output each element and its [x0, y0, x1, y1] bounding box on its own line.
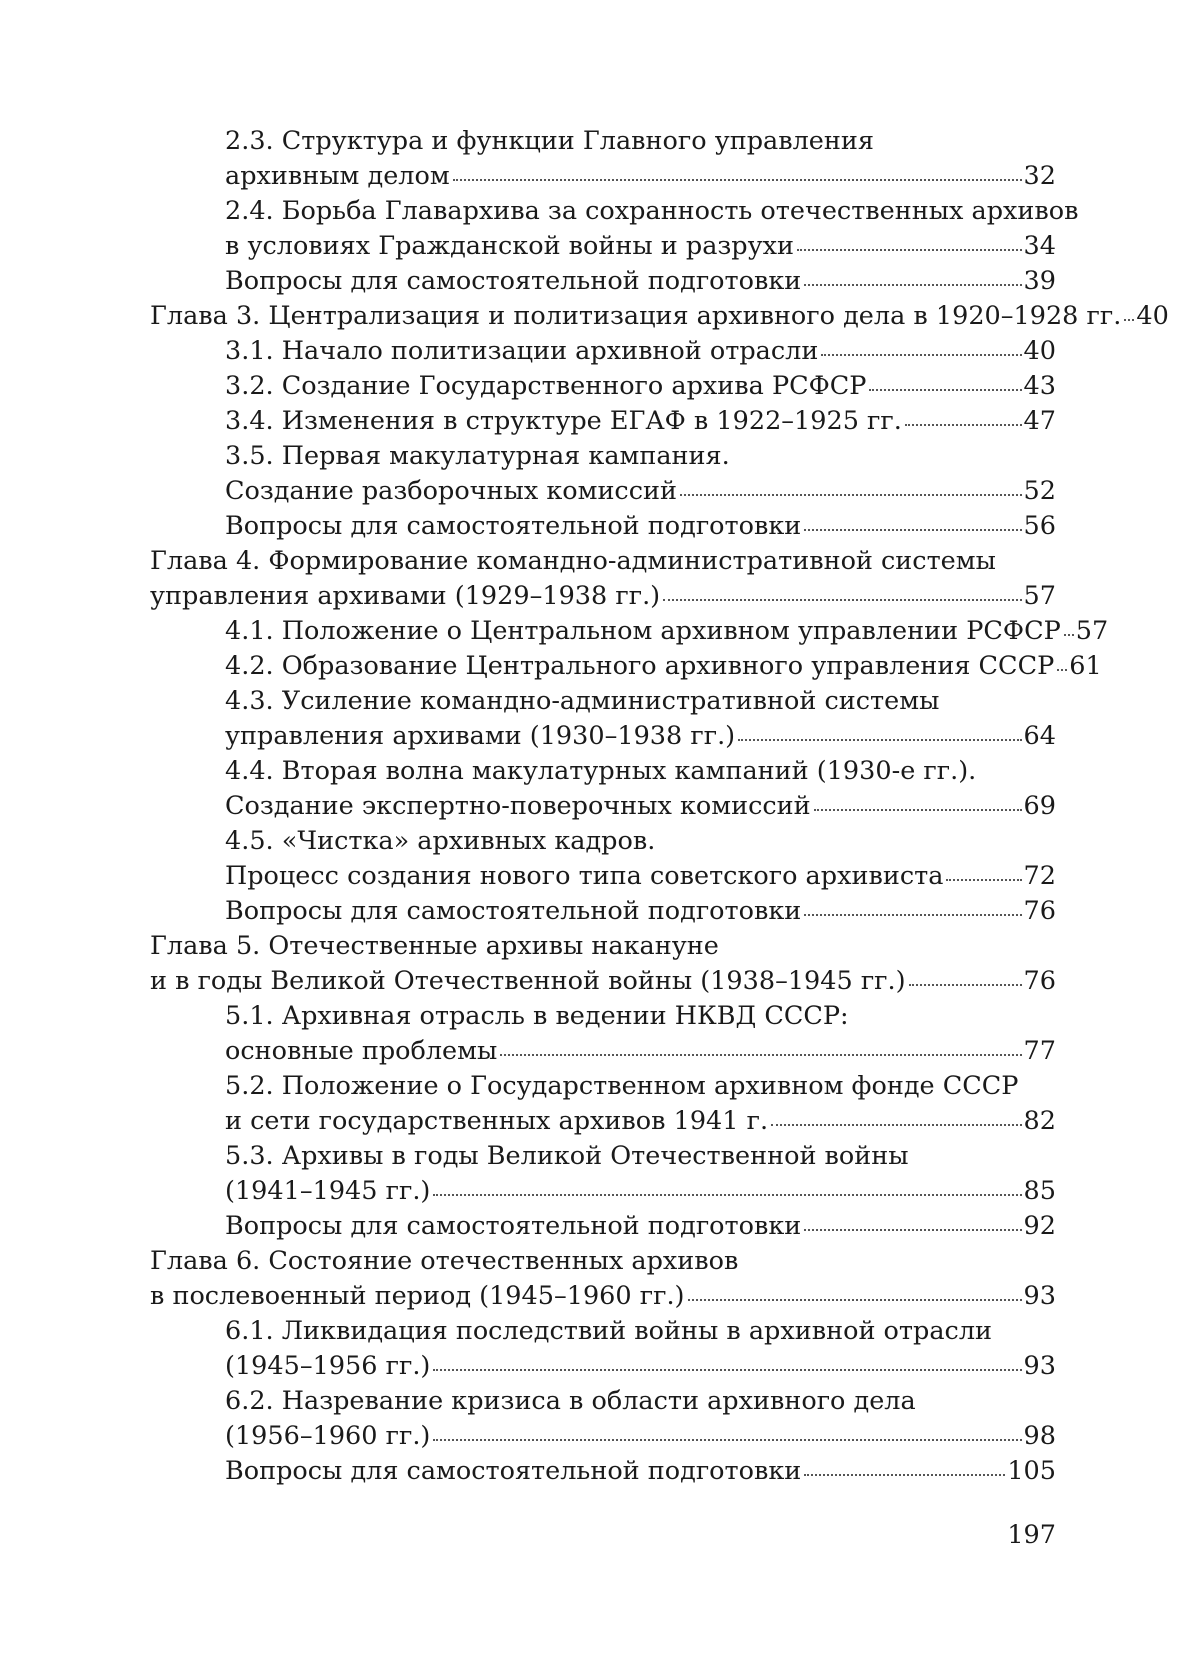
toc-page-number: 82: [1024, 1104, 1056, 1139]
toc-page-number: 72: [1024, 859, 1056, 894]
toc-line: [150, 159, 1056, 194]
toc-line: [150, 1139, 1056, 1174]
dot-leader: [771, 1124, 1021, 1126]
toc-page-number: 56: [1024, 509, 1056, 544]
toc-page-number: 34: [1024, 229, 1056, 264]
toc-line: [150, 719, 1056, 754]
toc-entry-text: 4.1. Положение о Центральном архивном управлении РСФСР: [225, 614, 1061, 649]
dot-leader: [869, 389, 1021, 391]
dot-leader: [1124, 319, 1134, 321]
dot-leader: [500, 1054, 1021, 1056]
toc-line: [150, 544, 1056, 579]
toc-line: [150, 684, 1056, 719]
toc-line: [150, 404, 1056, 439]
toc-entry-text: Создание экспертно-поверочных комиссий: [225, 789, 811, 824]
toc-line: [150, 509, 1056, 544]
toc-entry-text: 3.4. Изменения в структуре ЕГАФ в 1922–1925 гг.: [225, 404, 902, 439]
toc-line: [150, 1069, 1056, 1104]
toc-entry-text: (1941–1945 гг.): [225, 1174, 430, 1209]
toc-page-number: 77: [1024, 1034, 1056, 1069]
toc-entry-text: 4.3. Усиление командно-административной системы: [225, 684, 939, 719]
toc-entry-text: Процесс создания нового типа советского архивиста: [225, 859, 943, 894]
toc-entry-text: 4.2. Образование Центрального архивного управления СССР: [225, 649, 1054, 684]
dot-leader: [946, 879, 1021, 881]
toc-entry-text: Глава 5. Отечественные архивы накануне: [150, 929, 719, 964]
toc-entry-text: 2.3. Структура и функции Главного управления: [225, 124, 874, 159]
toc-line: [150, 1034, 1056, 1069]
toc-page-number: 93: [1024, 1279, 1056, 1314]
dot-leader: [804, 529, 1021, 531]
toc-page-number: 64: [1024, 719, 1056, 754]
toc-line: [150, 1174, 1056, 1209]
toc-entry-text: в послевоенный период (1945–1960 гг.): [150, 1279, 685, 1314]
toc-line: [150, 999, 1056, 1034]
toc-entry-text: 4.4. Вторая волна макулатурных кампаний (1930-е гг.).: [225, 754, 976, 789]
toc-line: [150, 1419, 1056, 1454]
toc-page-number: 76: [1024, 894, 1056, 929]
toc-entry-text: (1945–1956 гг.): [225, 1349, 430, 1384]
toc-page-number: 32: [1024, 159, 1056, 194]
toc-line: [150, 1244, 1056, 1279]
toc-line: [150, 369, 1056, 404]
toc-page-number: 76: [1024, 964, 1056, 999]
dot-leader: [680, 494, 1022, 496]
toc-entry-text: Создание разборочных комиссий: [225, 474, 677, 509]
toc-entry-text: Вопросы для самостоятельной подготовки: [225, 1209, 801, 1244]
toc-line: [150, 439, 1056, 474]
toc-line: [150, 1209, 1056, 1244]
page-number: 197: [960, 1518, 1056, 1553]
toc-page-number: 40: [1136, 299, 1168, 334]
toc-entry-text: 5.3. Архивы в годы Великой Отечественной войны: [225, 1139, 909, 1174]
toc-line: [150, 579, 1056, 614]
dot-leader: [1064, 634, 1074, 636]
dot-leader: [433, 1369, 1021, 1371]
dot-leader: [804, 1474, 1005, 1476]
dot-leader: [688, 1299, 1022, 1301]
toc-entry-text: Вопросы для самостоятельной подготовки: [225, 509, 801, 544]
toc-entry-text: и сети государственных архивов 1941 г.: [225, 1104, 768, 1139]
toc-line: [150, 859, 1056, 894]
toc-entry-text: Вопросы для самостоятельной подготовки: [225, 264, 801, 299]
toc-entry-text: в условиях Гражданской войны и разрухи: [225, 229, 794, 264]
toc-line: [150, 474, 1056, 509]
dot-leader: [433, 1194, 1021, 1196]
toc-line: [150, 649, 1056, 684]
toc-page-number: 43: [1024, 369, 1056, 404]
toc-page-number: 57: [1024, 579, 1056, 614]
dot-leader: [1057, 669, 1067, 671]
toc-line: [150, 229, 1056, 264]
toc-line: [150, 299, 1056, 334]
toc-entry-text: 5.1. Архивная отрасль в ведении НКВД СССР:: [225, 999, 849, 1034]
toc-line: [150, 824, 1056, 859]
toc-entry-text: 3.1. Начало политизации архивной отрасли: [225, 334, 818, 369]
toc-page-number: 98: [1024, 1419, 1056, 1454]
toc-entry-text: Вопросы для самостоятельной подготовки: [225, 1454, 801, 1489]
dot-leader: [804, 914, 1021, 916]
toc-entry-text: 3.2. Создание Государственного архива РСФСР: [225, 369, 866, 404]
toc-page-number: 93: [1024, 1349, 1056, 1384]
toc-page-number: 52: [1024, 474, 1056, 509]
toc-line: [150, 789, 1056, 824]
dot-leader: [797, 249, 1022, 251]
toc-line: [150, 1104, 1056, 1139]
toc-page-number: 47: [1024, 404, 1056, 439]
toc-line: [150, 194, 1056, 229]
toc-entry-text: 4.5. «Чистка» архивных кадров.: [225, 824, 655, 859]
toc-entry-text: (1956–1960 гг.): [225, 1419, 430, 1454]
toc-page-number: 105: [1007, 1454, 1056, 1489]
toc-line: [150, 1314, 1056, 1349]
toc-line: [150, 894, 1056, 929]
toc-entry-text: Вопросы для самостоятельной подготовки: [225, 894, 801, 929]
toc-entry-text: управления архивами (1929–1938 гг.): [150, 579, 660, 614]
toc-line: [150, 1279, 1056, 1314]
toc-page-number: 57: [1076, 614, 1108, 649]
toc-line: [150, 1349, 1056, 1384]
toc-line: [150, 264, 1056, 299]
table-of-contents: [150, 124, 1056, 1489]
toc-line: [150, 964, 1056, 999]
toc-page-number: 85: [1024, 1174, 1056, 1209]
dot-leader: [738, 739, 1021, 741]
toc-entry-text: управления архивами (1930–1938 гг.): [225, 719, 735, 754]
toc-entry-text: 2.4. Борьба Главархива за сохранность отечественных архивов: [225, 194, 1079, 229]
toc-entry-text: основные проблемы: [225, 1034, 497, 1069]
toc-entry-text: 5.2. Положение о Государственном архивном фонде СССР: [225, 1069, 1018, 1104]
dot-leader: [821, 354, 1021, 356]
toc-entry-text: Глава 6. Состояние отечественных архивов: [150, 1244, 738, 1279]
toc-page-number: 92: [1024, 1209, 1056, 1244]
dot-leader: [905, 424, 1022, 426]
toc-entry-text: 6.1. Ликвидация последствий войны в архивной отрасли: [225, 1314, 992, 1349]
toc-line: [150, 1384, 1056, 1419]
dot-leader: [804, 284, 1021, 286]
toc-line: [150, 124, 1056, 159]
toc-page-number: 69: [1024, 789, 1056, 824]
toc-line: [150, 614, 1056, 649]
dot-leader: [804, 1229, 1021, 1231]
toc-line: [150, 1454, 1056, 1489]
dot-leader: [453, 179, 1022, 181]
dot-leader: [433, 1439, 1021, 1441]
toc-entry-text: 3.5. Первая макулатурная кампания.: [225, 439, 730, 474]
toc-entry-text: Глава 3. Централизация и политизация архивного дела в 1920–1928 гг.: [150, 299, 1121, 334]
toc-line: [150, 929, 1056, 964]
toc-line: [150, 754, 1056, 789]
toc-page-number: 40: [1024, 334, 1056, 369]
toc-entry-text: Глава 4. Формирование командно-административной системы: [150, 544, 996, 579]
dot-leader: [909, 984, 1022, 986]
book-page: [0, 0, 1200, 1655]
toc-entry-text: 6.2. Назревание кризиса в области архивного дела: [225, 1384, 916, 1419]
toc-page-number: 61: [1069, 649, 1101, 684]
dot-leader: [663, 599, 1021, 601]
toc-page-number: 39: [1024, 264, 1056, 299]
dot-leader: [814, 809, 1022, 811]
toc-entry-text: и в годы Великой Отечественной войны (1938–1945 гг.): [150, 964, 906, 999]
toc-entry-text: архивным делом: [225, 159, 450, 194]
toc-line: [150, 334, 1056, 369]
